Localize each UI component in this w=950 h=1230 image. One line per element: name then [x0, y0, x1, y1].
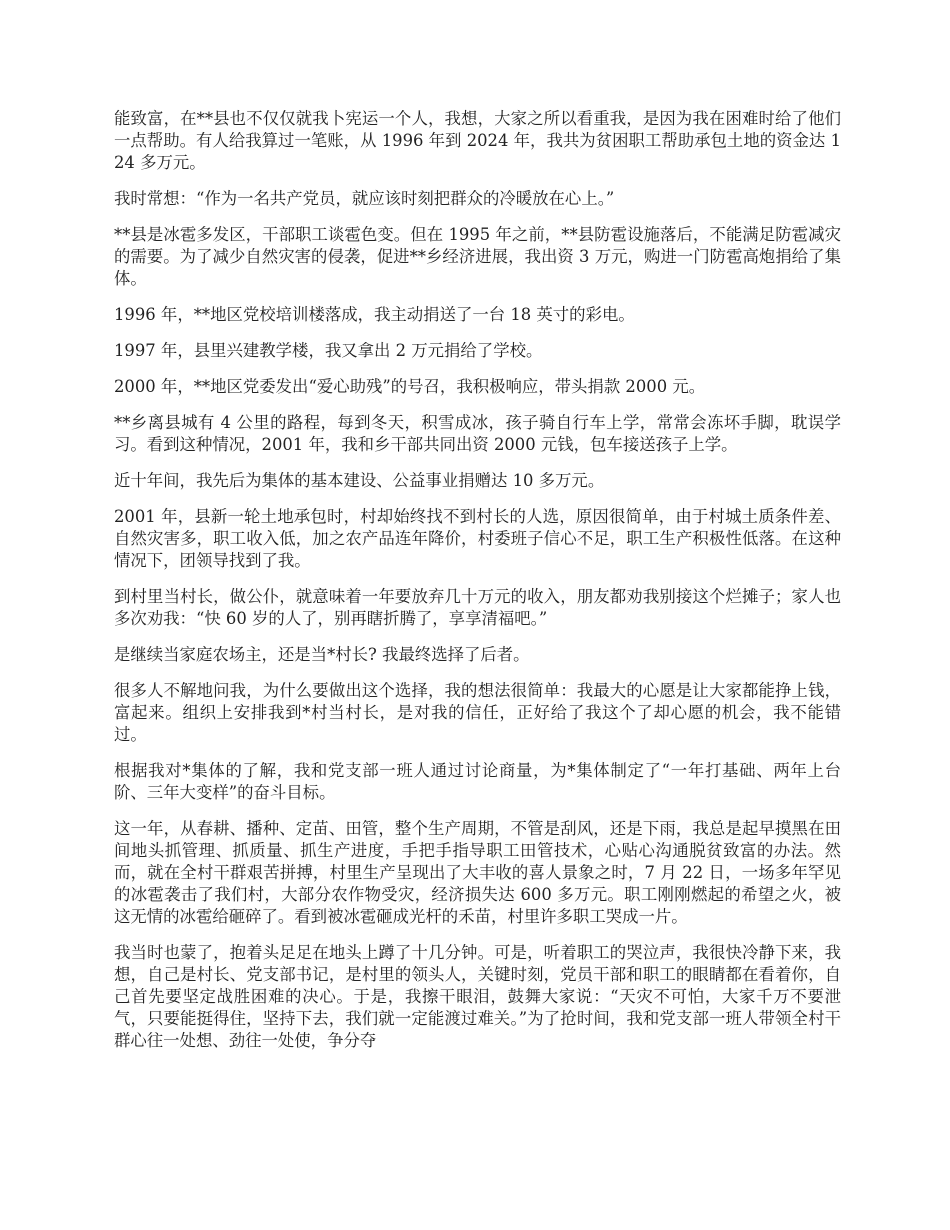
paragraph-2: 我时常想：“作为一名共产党员，就应该时刻把群众的冷暖放在心上。”: [114, 189, 615, 208]
paragraph-14: 这一年，从春耕、播种、定苗、田管，整个生产周期，不管是刮风，还是下雨，我总是起早摸黑在田间地头抓管理、抓质量、抓生产进度，手把手指导职工田管技术，心贴心沟通脱贫致富的办法。然而，就在全村干群艰苦拼搏，村里生产呈现出了大丰收的喜人景象之时，7 月 22 日，一场多年罕见的冰雹袭击了我们村，大部分农作物受灾，经济损失达 600 多万元。职工刚刚燃起的希望之火，被这无情的冰雹给砸碎了。看到被冰雹砸成光杆的禾苗，村里许多职工哭成一片。: [114, 819, 841, 926]
paragraph-15: 我当时也蒙了，抱着头足足在地头上蹲了十几分钟。可是，听着职工的哭泣声，我很快冷静下来，我想，自己是村长、党支部书记，是村里的领头人，关键时刻，党员干部和职工的眼睛都在看着你，自己首先要坚定战胜困难的决心。于是，我擦干眼泪，鼓舞大家说：“天灾不可怕，大家千万不要泄气，只要能挺得住，坚持下去，我们就一定能渡过难关。”为了抢时间，我和党支部一班人带领全村干群心往一处想、劲往一处使，争分夺: [114, 943, 841, 1050]
paragraph-7: **乡离县城有 4 公里的路程，每到冬天，积雪成冰，孩子骑自行车上学，常常会冻坏手脚，耽误学习。看到这种情况，2001 年，我和乡干部共同出资 2000 元钱，包车接送孩子上学。: [114, 413, 841, 454]
paragraph-13: 根据我对*集体的了解，我和党支部一班人通过讨论商量，为*集体制定了“一年打基础、两年上台阶、三年大变样”的奋斗目标。: [114, 761, 841, 802]
paragraph-3: **县是冰雹多发区，干部职工谈雹色变。但在 1995 年之前，**县防雹设施落后，不能满足防雹减灾的需要。为了减少自然灾害的侵袭，促进**乡经济进展，我出资 3 万元，购进一门防雹高炮捐给了集体。: [114, 225, 841, 288]
paragraph-11: 是继续当家庭农场主，还是当*村长? 我最终选择了后者。: [114, 645, 530, 664]
paragraph-6: 2000 年，**地区党委发出“爱心助残”的号召，我积极响应，带头捐款 2000 元。: [114, 377, 706, 396]
paragraph-9: 2001 年，县新一轮土地承包时，村却始终找不到村长的人选，原因很简单，由于村城土质条件差、自然灾害多，职工收入低，加之农产品连年降价，村委班子信心不足，职工生产积极性低落。在这种情况下，团领导找到了我。: [114, 507, 841, 570]
paragraph-5: 1997 年，县里兴建教学楼，我又拿出 2 万元捐给了学校。: [114, 341, 543, 360]
paragraph-10: 到村里当村长，做公仆，就意味着一年要放弃几十万元的收入，朋友都劝我别接这个烂摊子；家人也多次劝我：“快 60 岁的人了，别再瞎折腾了，享享清福吧。”: [114, 587, 841, 628]
paragraph-12: 很多人不解地问我，为什么要做出这个选择，我的想法很简单：我最大的心愿是让大家都能挣上钱，富起来。组织上安排我到*村当村长，是对我的信任，正好给了我这个了却心愿的机会，我不能错过。: [114, 681, 841, 744]
paragraph-8: 近十年间，我先后为集体的基本建设、公益事业捐赠达 10 多万元。: [114, 471, 605, 490]
paragraph-4: 1996 年，**地区党校培训楼落成，我主动捐送了一台 18 英寸的彩电。: [114, 305, 635, 324]
paragraph-1: 能致富，在**县也不仅仅就我卜宪运一个人，我想，大家之所以看重我，是因为我在困难时给了他们一点帮助。有人给我算过一笔账，从 1996 年到 2024 年，我共为贫困职工帮助承包土地的资金达 124 多万元。: [114, 109, 841, 172]
document-body: [114, 108, 841, 1066]
